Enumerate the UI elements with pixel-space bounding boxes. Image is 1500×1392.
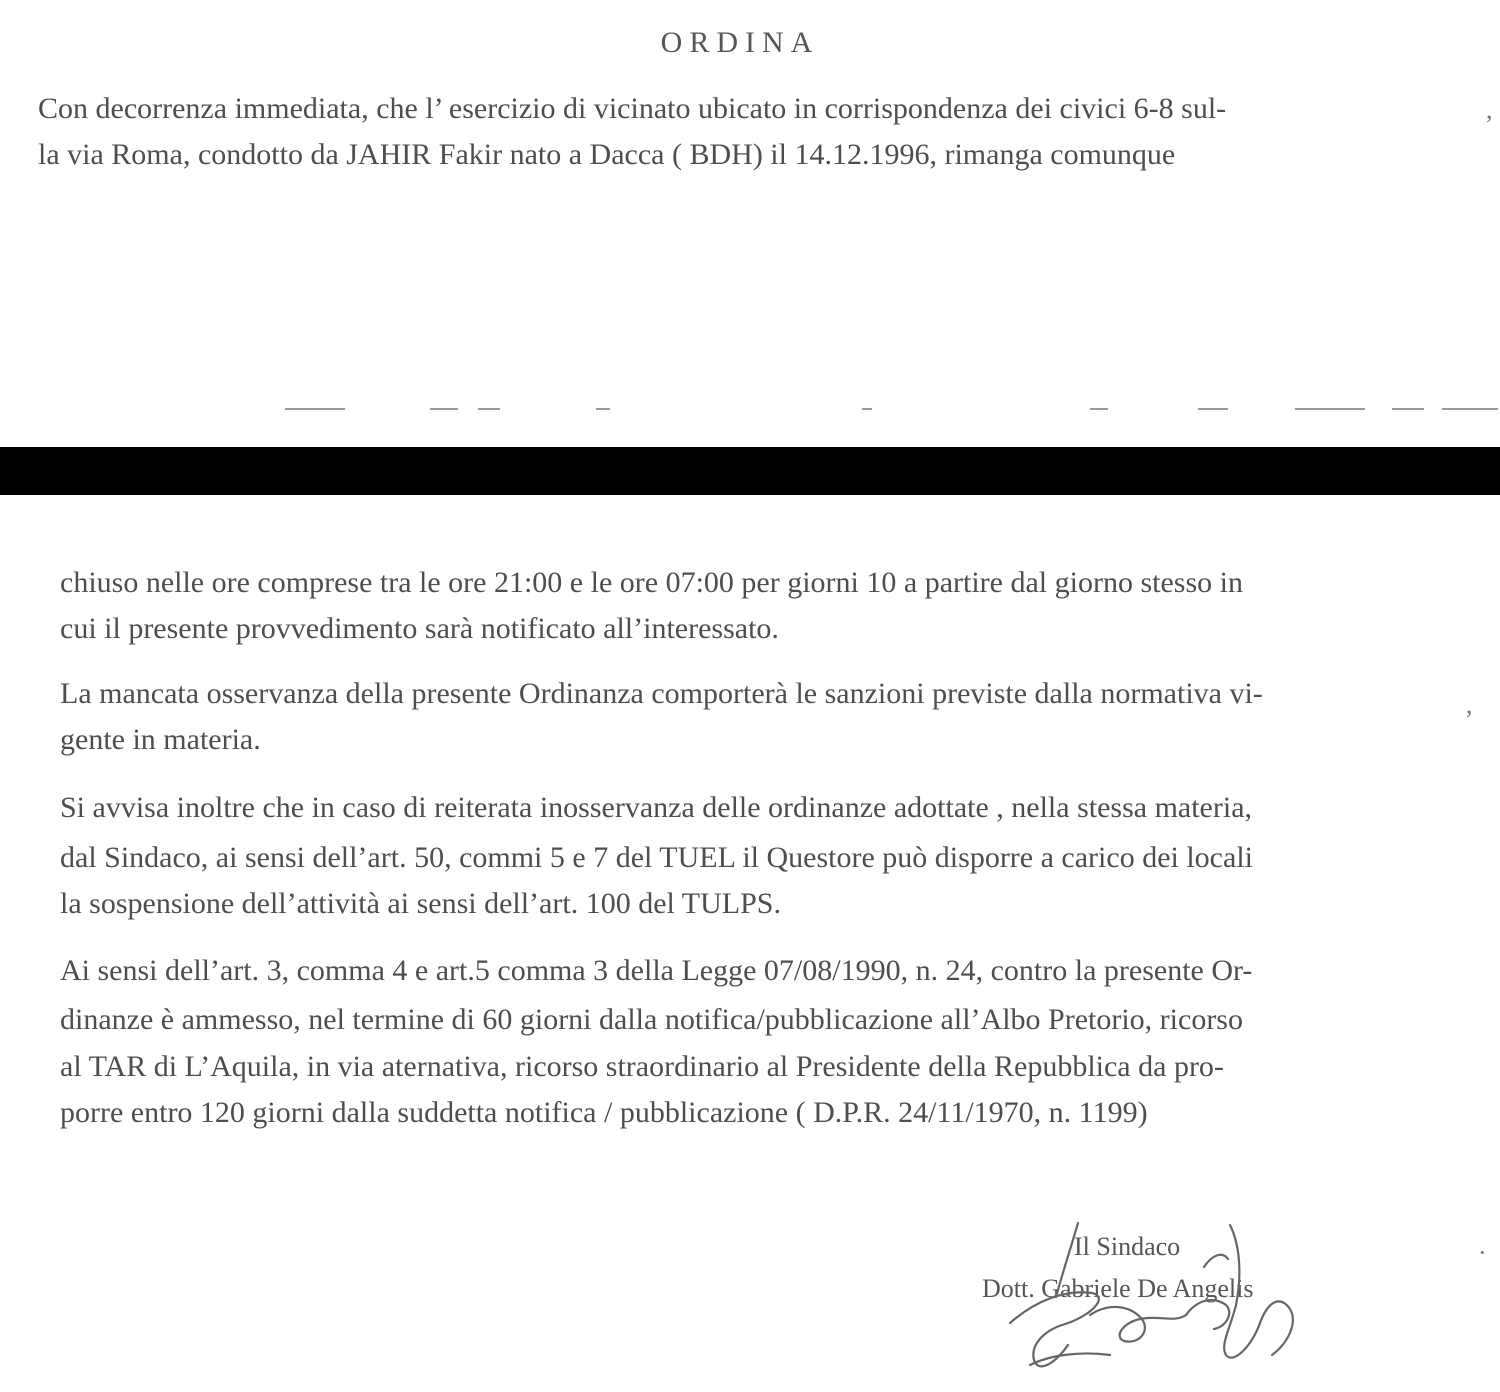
scan-dash [1090, 408, 1108, 410]
scan-dash [1295, 408, 1365, 410]
document-title: ORDINA [660, 26, 820, 59]
paragraph-line: porre entro 120 giorni dalla suddetta notifica / pubblicazione ( D.P.R. 24/11/1970, n. 1199) [60, 1096, 1148, 1129]
paragraph-line: dinanze è ammesso, nel termine di 60 giorni dalla notifica/pubblicazione all’Albo Pretorio, ricorso [60, 1003, 1243, 1036]
scan-dash [596, 408, 610, 410]
scan-dash [1198, 408, 1228, 410]
paragraph-line: gente in materia. [60, 723, 261, 756]
paragraph-line: la sospensione dell’attività ai sensi dell’art. 100 del TULPS. [60, 887, 781, 920]
scan-dash [1442, 408, 1498, 410]
paragraph-line: al TAR di L’Aquila, in via aternativa, ricorso straordinario al Presidente della Repubblica da pro- [60, 1050, 1224, 1083]
paragraph-line: La mancata osservanza della presente Ordinanza comporterà le sanzioni previste dalla normativa vi- [60, 677, 1263, 710]
upper-text-line: la via Roma, condotto da JAHIR Fakir nato a Dacca ( BDH) il 14.12.1996, rimanga comunque [38, 138, 1176, 171]
scan-speck: , [1466, 690, 1473, 719]
signature-role: Il Sindaco [1074, 1232, 1181, 1261]
scan-dash [862, 408, 872, 410]
paragraph-line: cui il presente provvedimento sarà notificato all’interessato. [60, 612, 779, 645]
paragraph-line: Ai sensi dell’art. 3, comma 4 e art.5 comma 3 della Legge 07/08/1990, n. 24, contro la presente Or- [60, 954, 1253, 987]
paragraph-line: chiuso nelle ore comprese tra le ore 21:00 e le ore 07:00 per giorni 10 a partire dal giorno stesso in [60, 566, 1243, 599]
paragraph-line: Si avvisa inoltre che in caso di reiterata inosservanza delle ordinanze adottate , nella stessa materia, [60, 791, 1253, 824]
scan-speck: , [1486, 95, 1493, 124]
scan-dash [285, 408, 345, 410]
redaction-bar [0, 447, 1500, 495]
scan-dash [430, 408, 458, 410]
scan-dash [478, 408, 500, 410]
upper-text-line: Con decorrenza immediata, che l’ esercizio di vicinato ubicato in corrispondenza dei civici 6-8 sul- [38, 92, 1227, 125]
paragraph-line: dal Sindaco, ai sensi dell’art. 50, commi 5 e 7 del TUEL il Questore può disporre a carico dei locali [60, 841, 1253, 874]
handwritten-signature [990, 1205, 1320, 1385]
signature-name: Dott. Gabriele De Angelis [982, 1274, 1254, 1303]
scan-speck: · [1478, 1238, 1487, 1267]
scan-dash [1392, 408, 1424, 410]
